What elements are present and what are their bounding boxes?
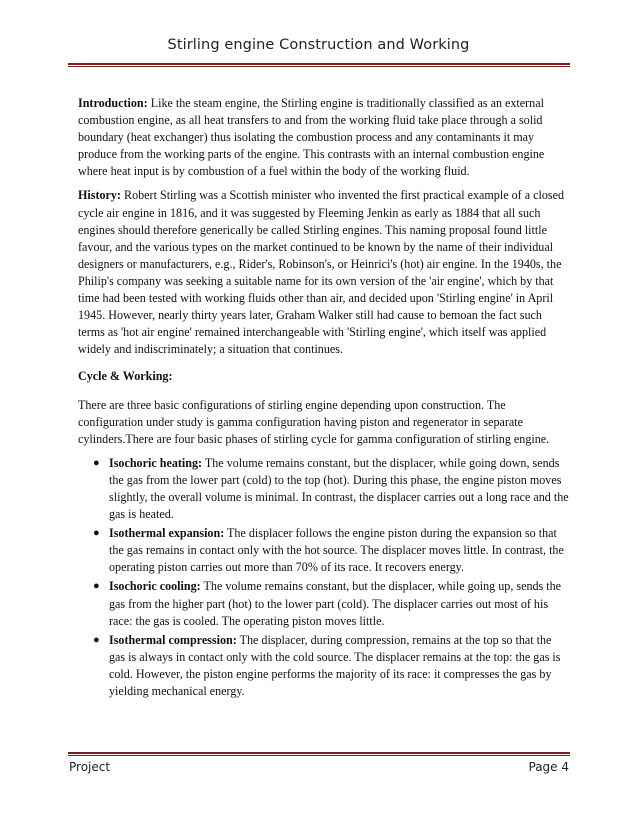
cycle-heading: Cycle & Working: [78, 369, 173, 384]
footer-rule-thin [68, 755, 570, 756]
phase-term: Isothermal compression: [109, 632, 237, 647]
history-text: Robert Stirling was a Scottish minister who invented the first practical example of a closed cycle air engine in 1816, and it was suggested by Fleeming Jenkin as early as 1884 that all such engines should therefore generically be called Stirling engines. This naming proposal found little favour, and the various types on the market continued to be known by the name of their individual designers or manufacturers, e.g., Rider's, Robinson's, or Heinrici's (hot) air engine. In the 1940s, the Philip's company was seeking a suitable name for its own version of the 'air engine', which by that time had been tested with working fluids other than air, and decided upon 'Stirling engine' in April 1945. However, nearly thirty years later, Graham Walker still had cause to bemoan the fact such terms as 'hot air engine' remained interchangeable with 'Stirling engine', which itself was applied widely and indiscriminately; a situation that continues. [78, 188, 564, 357]
phase-text: The volume remains constant, but the displacer, while going up, sends the gas from the higher part (hot) to the lower part (cold). The displacer carries out most of his race: the gas is cooled. The operating piston moves little. [109, 579, 562, 628]
phase-text: The displacer, during compression, remains at the top so that the gas is always in contact only with the cold source. The displacer remains at the top: the gas is cold. However, the piston engine performs the majority of its race: it compresses the gas by yielding mechanical energy. [109, 632, 561, 698]
phase-term: Isochoric heating: [109, 455, 203, 470]
list-item [78, 632, 570, 700]
phase-term: Isochoric cooling: [109, 579, 201, 594]
cycle-intro-paragraph: There are three basic configurations of stirling engine depending upon construction. The configuration under study is gamma configuration having piston and regenerator in separate cylinders.There are four basic phases of stirling cycle for gamma configuration of stirling engine. [78, 397, 550, 446]
history-paragraph [78, 187, 570, 358]
phase-text: The displacer follows the engine piston during the expansion so that the gas remains in contact only with the hot source. The displacer moves little. In contrast, the operating piston carries out more than 70% of its race. It recovers energy. [109, 526, 564, 575]
phase-text: The volume remains constant, but the displacer, while going down, sends the gas from the lower part (cold) to the top (hot). During this phase, the engine piston moves slightly, the overall volume is minimal. In contrast, the displacer carries out a long race and the gas is heated. [109, 455, 569, 522]
cycle-phases-list [78, 455, 570, 700]
history-heading: History: [78, 188, 121, 203]
intro-heading: Introduction: [78, 96, 148, 110]
page-header-title: Stirling engine Construction and Working [167, 37, 470, 53]
bullet-icon: ● [93, 456, 100, 469]
footer-page-number: Page 4 [528, 760, 569, 774]
bullet-icon: ● [93, 527, 100, 540]
footer-rule [68, 752, 570, 754]
list-item [78, 455, 570, 523]
header-rule-thin [68, 66, 570, 67]
footer-project-label: Project [69, 760, 111, 774]
document-body [78, 95, 570, 702]
intro-paragraph [78, 95, 570, 180]
bullet-icon: ● [93, 633, 100, 646]
intro-text: Like the steam engine, the Stirling engine is traditionally classified as an external combustion engine, as all heat transfers to and from the working fluid take place through a solid boundary (heat exchanger) thus isolating the combustion process and any contaminants it may produce from the working parts of the engine. This contrasts with an internal combustion engine where heat input is by combustion of a fuel within the body of the working fluid. [78, 96, 545, 179]
phase-term: Isothermal expansion: [109, 526, 225, 541]
header-rule [68, 63, 570, 65]
bullet-icon: ● [93, 580, 100, 593]
list-item [78, 525, 570, 576]
list-item [78, 578, 570, 629]
